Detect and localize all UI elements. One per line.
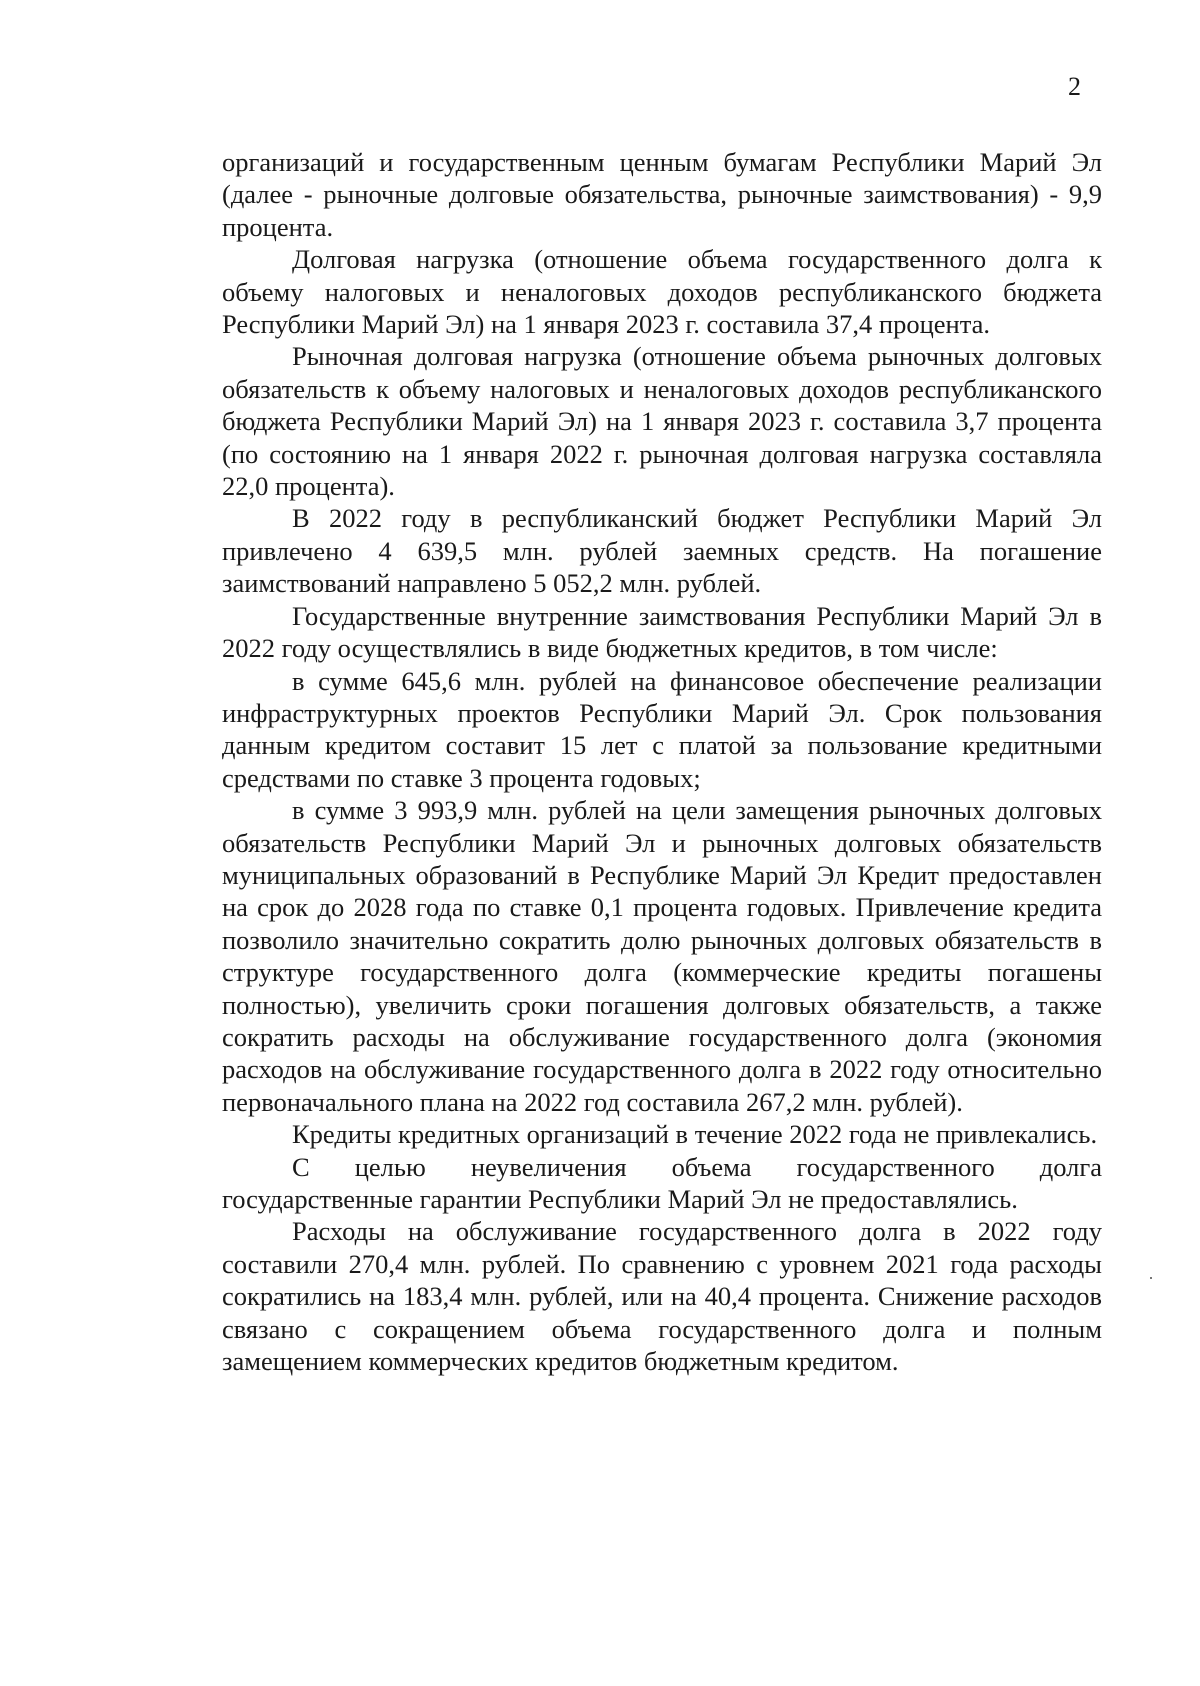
page-number: 2 bbox=[1068, 72, 1081, 101]
paragraph-internal-borrowings: Государственные внутренние заимствования Республики Марий Эл в 2022 году осуществлялись в виде бюджетных кредитов, в том числе: bbox=[222, 600, 1102, 664]
paragraph-infrastructure-credit: в сумме 645,6 млн. рублей на финансовое обеспечение реализации инфраструктурных проектов Республики Марий Эл. Срок пользования данным кредитом составит 15 лет с платой за пользование кредитными средствами по ставке 3 процента годовых; bbox=[222, 665, 1102, 793]
paragraph-bank-credits: Кредиты кредитных организаций в течение 2022 года не привлекались. bbox=[292, 1119, 1098, 1150]
paragraph-borrowed-funds: В 2022 году в республиканский бюджет Республики Марий Эл привлечено 4 639,5 млн. рублей заемных средств. На погашение заимствований направлено 5 052,2 млн. рублей. bbox=[222, 503, 1102, 599]
paragraph-debt-service-expenses: Расходы на обслуживание государственного долга в 2022 году составили 270,4 млн. рублей. По сравнению с уровнем 2021 года расходы сократились на 183,4 млн. рублей, или на 40,4 процента. Снижение расходов связано с сокращением объема государственного долга и полным замещением коммерческих кредитов бюджетным кредитом. bbox=[222, 1216, 1102, 1377]
scan-speck bbox=[1150, 1277, 1152, 1279]
paragraph-replacement-credit: в сумме 3 993,9 млн. рублей на цели замещения рыночных долговых обязательств Республики Марий Эл и рыночных долговых обязательств муниципальных образований в Республике Марий Эл Кредит предоставлен на срок до 2028 года по ставке 0,1 процента годовых. Привлечение кредита позволило значительно сократить долю рыночных долговых обязательств в структуре государственного долга (коммерческие кредиты погашены полностью), увеличить сроки погашения долговых обязательств, а также сократить расходы на обслуживание государственного долга (экономия расходов на обслуживание государственного долга в 2022 году относительно первоначального плана на 2022 год составила 267,2 млн. рублей). bbox=[222, 795, 1102, 1117]
paragraph-state-guarantees: С целью неувеличения объема государственного долга государственные гарантии Республики Марий Эл не предоставлялись. bbox=[222, 1151, 1102, 1214]
paragraph-debt-load: Долговая нагрузка (отношение объема государственного долга к объему налоговых и неналоговых доходов республиканского бюджета Республики Марий Эл) на 1 января 2023 г. составила 37,4 процента. bbox=[222, 244, 1102, 340]
paragraph-market-debt-load: Рыночная долговая нагрузка (отношение объема рыночных долговых обязательств к объему налоговых и неналоговых доходов республиканского бюджета Республики Марий Эл) на 1 января 2023 г. составила 3,7 процента (по состоянию на 1 января 2022 г. рыночная долговая нагрузка составляла 22,0 процента). bbox=[222, 341, 1102, 502]
document-body bbox=[222, 146, 1102, 1377]
paragraph-continuation: организаций и государственным ценным бумагам Республики Марий Эл (далее - рыночные долговые обязательства, рыночные заимствования) - 9,9 процента. bbox=[222, 147, 1102, 242]
